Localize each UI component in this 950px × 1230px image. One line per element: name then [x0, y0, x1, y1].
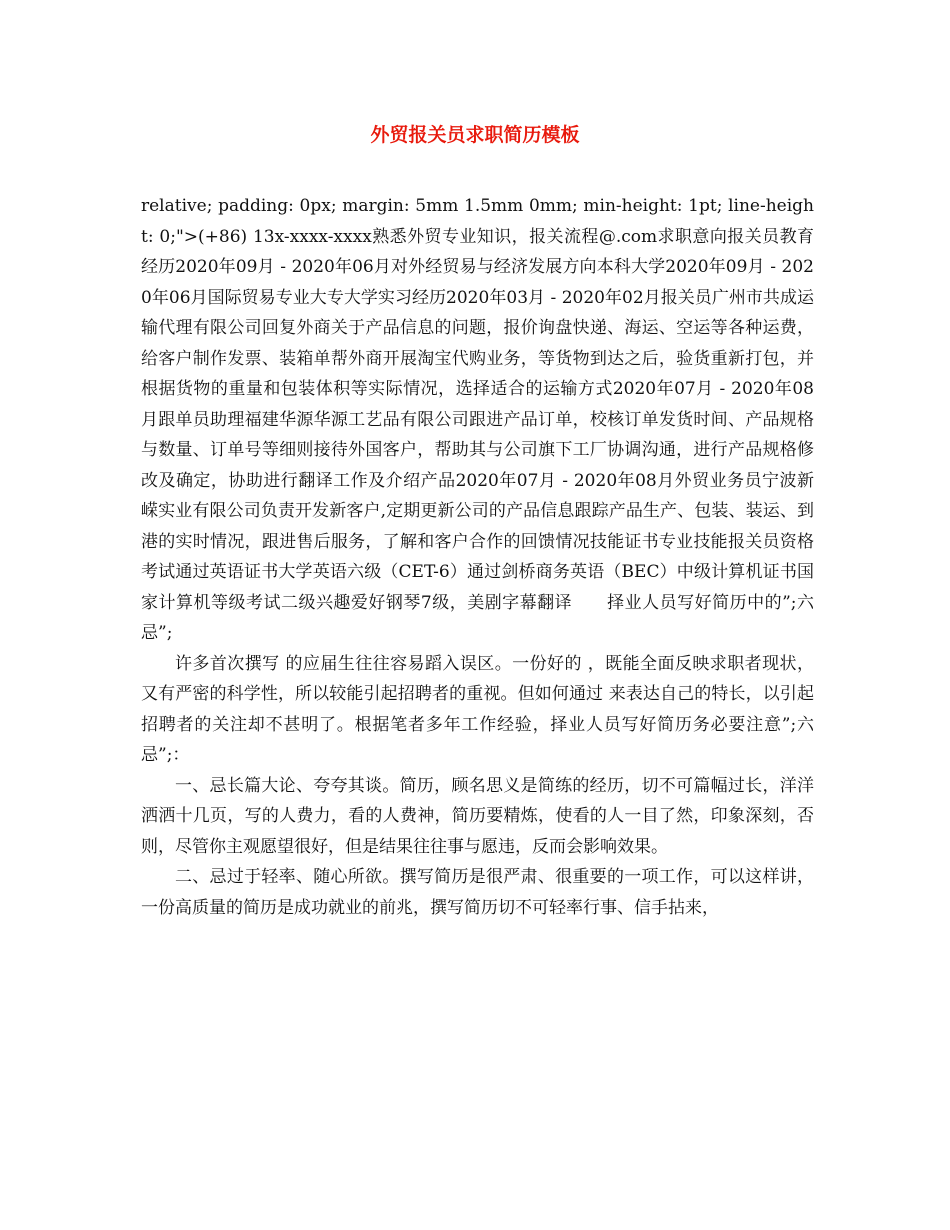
paragraph-intro: 许多首次撰写 的应届生往往容易蹈入误区。一份好的 ，既能全面反映求职者现状，又有严密的科学性，所以较能引起招聘者的重视。但如何通过 来表达自己的特长，以引起招聘者的关注却不甚明了。根据笔者多年工作经验，择业人员写好简历务必要注意”;六忌”;：: [141, 653, 814, 765]
paragraph-resume-content: relative; padding: 0px; margin: 5mm 1.5mm 0mm; min-height: 1pt; line-height: 0;">(+86) 13x-xxxx-xxxx熟悉外贸专业知识，报关流程@.com求职意向报关员教育经历2020年09月 - 2020年06月对外经贸易与经济发展方向本科大学2020年09月 - 2020年06月国际贸易专业大专大学实习经历2020年03月 - 2020年02月报关员广州市共成运输代理有限公司回复外商关于产品信息的问题，报价询盘快递、海运、空运等各种运费，给客户制作发票、装箱单帮外商开展淘宝代购业务，等货物到达之后，验货重新打包，并根据货物的重量和包装体积等实际情况，选择适合的运输方式2020年07月 - 2020年08月跟单员助理福建华源华源工艺品有限公司跟进产品订单，校核订单发货时间、产品规格与数量、订单号等细则接待外国客户，帮助其与公司旗下工厂协调沟通，进行产品规格修改及确定，协助进行翻译工作及介绍产品2020年07月 - 2020年08月外贸业务员宁波新嵘实业有限公司负责开发新客户,定期更新公司的产品信息跟踪产品生产、包装、装运、到港的实时情况，跟进售后服务，了解和客户合作的回馈情况技能证书专业技能报关员资格考试通过英语证书大学英语六级（CET-6）通过剑桥商务英语（BEC）中级计算机证书国家计算机等级考试二级兴趣爱好钢琴7级，美剧字幕翻译 择业人员写好简历中的”;六忌”;: [141, 196, 814, 643]
document-body: [141, 191, 814, 923]
document-title: 外贸报关员求职简历模板: [370, 124, 580, 146]
paragraph-taboo-two: 二、忌过于轻率、随心所欲。撰写简历是很严肃、很重要的一项工作，可以这样讲，一份高质量的简历是成功就业的前兆，撰写简历切不可轻率行事、信手拈来，: [141, 867, 814, 918]
paragraph-taboo-one: 一、忌长篇大论、夸夸其谈。简历，顾名思义是简练的经历，切不可篇幅过长，洋洋洒洒十几页，写的人费力，看的人费神，简历要精炼，使看的人一目了然，印象深刻，否则，尽管你主观愿望很好，但是结果往往事与愿违，反而会影响效果。: [141, 775, 814, 857]
